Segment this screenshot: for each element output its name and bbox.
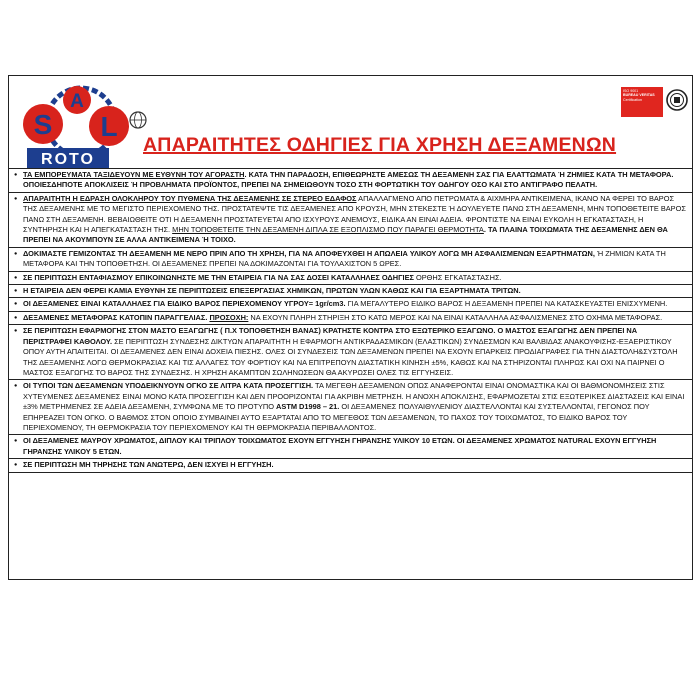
instruction-item: ● Η ΕΤΑΙΡΕΙΑ ΔΕΝ ΦΕΡΕΙ ΚΑΜΙΑ ΕΥΘΥΝΗ ΣΕ ΠΕΡΙΠΤΩΣΕΙΣ ΕΠΕΞΕΡΓΑΣΙΑΣ ΧΗΜΙΚΩΝ, ΠΡΩΤΩΝ ΥΛΩΝ ΚΑΘΩΣ ΚΑΙ ΓΙΑ ΕΞΑΡΤΗΜΑΤΑ ΤΡΙΤΩΝ. bbox=[9, 284, 692, 297]
instruction-item: ● ΣΕ ΠΕΡΙΠΤΩΣΗ ΕΝΤΑΦΙΑΣΜΟΥ ΕΠΙΚΟΙΝΩΝΗΣΤΕ ΜΕ ΤΗΝ ΕΤΑΙΡΕΙΑ ΓΙΑ ΝΑ ΣΑΣ ΔΟΣΕΙ ΚΑΤΑΛΛΗΛΕΣ ΟΔΗΓΙΕΣ ΟΡΘΗΣ ΕΓΚΑΤΑΣΤΑΣΗΣ. bbox=[9, 271, 692, 284]
logo-wordmark: ROTO bbox=[41, 151, 95, 168]
instruction-item: ● ΔΟΚΙΜΑΣΤΕ ΓΕΜΙΖΟΝΤΑΣ ΤΗ ΔΕΞΑΜΕΝΗ ΜΕ ΝΕΡΟ ΠΡΙΝ ΑΠΟ ΤΗ ΧΡΗΣΗ, ΓΙΑ ΝΑ ΑΠΟΦΕΥΧΘΕΙ Η ΑΠΩΛΕΙΑ ΥΛΙΚΟΥ ΛΟΓΩ ΜΗ ΑΣΦΑΛΙΣΜΕΝΩΝ ΕΞΑΡΤΗΜΑΤΩΝ, Ή ΖΗΜΙΩΝ ΚΑΤΑ ΤΗ ΜΕΤΑΦΟΡΑ ΚΑΙ ΤΗΝ ΤΟΠΟΘΕΤΗΣΗ. ΟΙ ΔΕΞΑΜΕΝΕΣ ΠΡΕΠΕΙ ΝΑ ΔΟΚΙΜΑΖΟΝΤΑΙ ΓΙΑ ΤΟΥΛΑΧΙΣΤΟΝ 5 ΩΡΕΣ. bbox=[9, 247, 692, 271]
certification-badges bbox=[621, 87, 691, 117]
globe-icon bbox=[130, 112, 146, 128]
page-title: ΑΠΑΡΑΙΤΗΤΕΣ ΟΔΗΓΙΕΣ ΓΙΑ ΧΡΗΣΗ ΔΕΞΑΜΕΝΩΝ bbox=[143, 134, 617, 156]
instruction-item: ● ΟΙ ΔΕΞΑΜΕΝΕΣ ΜΑΥΡΟΥ ΧΡΩΜΑΤΟΣ, ΔΙΠΛΟΥ ΚΑΙ ΤΡΙΠΛΟΥ ΤΟΙΧΩΜΑΤΟΣ ΕΧΟΥΝ ΕΓΓΥΗΣΗ ΓΗΡΑΝΣΗΣ ΥΛΙΚΟΥ 10 ΕΤΩΝ. ΟΙ ΔΕΞΑΜΕΝΕΣ ΧΡΩΜΑΤΟΣ NATURAL ΕΧΟΥΝ ΕΓΓΥΗΣΗ ΓΗΡΑΝΣΗΣ ΥΛΙΚΟΥ 5 ΕΤΩΝ. bbox=[9, 434, 692, 458]
bureau-veritas-seal-icon bbox=[666, 89, 688, 111]
logo-letter-s: S bbox=[33, 109, 53, 140]
logo-letter-a: A bbox=[70, 91, 84, 112]
logo-letter-l: L bbox=[100, 111, 118, 142]
instruction-item: ● ΣΕ ΠΕΡΙΠΤΩΣΗ ΕΦΑΡΜΟΓΗΣ ΣΤΟΝ ΜΑΣΤΟ ΕΞΑΓΩΓΗΣ ( Π.Χ ΤΟΠΟΘΕΤΗΣΗ ΒΑΝΑΣ) ΚΡΑΤΗΣΤΕ ΚΟΝΤΡΑ ΣΤΟ ΕΞΩΤΕΡΙΚΟ ΕΞΑΓΩΝΟ. Ο ΜΑΣΤΟΣ ΕΞΑΓΩΓΗΣ ΔΕΝ ΠΡΕΠΕΙ ΝΑ ΠΕΡΙΣΤΡΑΦΕΙ ΚΑΘΟΛΟΥ. ΣΕ ΠΕΡΙΠΤΩΣΗ ΣΥΝΔΕΣΗΣ ΔΙΚΤΥΩΝ ΑΠΑΡΑΙΤΗΤΗ Η ΕΦΑΡΜΟΓΗ ΑΝΤΙΚΡΑΔΑΣΜΙΚΩΝ (ΕΛΑΣΤΙΚΩΝ) ΣΥΝΔΕΣΜΩΝ ΚΑΙ ΒΑΛΒΙΔΑΣ ΑΝΑΚΟΥΦΙΣΗΣ-ΕΞΑΕΡΙΣΤΙΚΟΥ ΟΠΟΥ ΑΥΤΗ ΑΠΑΙΤΕΙΤΑΙ. ΟΙ ΔΕΞΑΜΕΝΕΣ ΔΕΝ ΕΙΝΑΙ ΔΟΧΕΙΑ ΠΙΕΣΗΣ. ΟΛΕΣ ΟΙ ΣΥΝΔΕΣΕΙΣ ΤΩΝ ΔΕΞΑΜΕΝΩΝ ΠΡΕΠΕΙ ΝΑ ΕΧΟΥΝ ΕΠΑΡΚΕΙΣ ΠΡΟΔΙΑΓΡΑΦΕΣ ΓΙΑ ΤΗΝ ΔΙΑΣΤΟΛΗ&ΣΥΣΤΟΛΗ ΤΗΣ ΔΕΞΑΜΕΝΗΣ ΛΟΓΩ ΘΕΡΜΟΚΡΑΣΙΑΣ ΚΑΙ ΤΙΣ ΑΛΛΑΓΕΣ ΤΟΥ ΦΟΡΤΙΟΥ ΚΑΙ ΝΑ ΕΠΙΤΡΕΠΟΥΝ ΔΙΑΣΤΑΤΙΚΗ ΚΙΝΗΣΗ ±5%, ΚΑΘΩΣ ΚΑΙ ΝΑ ΣΤΗΡΙΖΟΝΤΑΙ ΠΛΗΡΩΣ ΚΑΙ ΟΧΙ ΝΑ ΠΑΙΡΝΕΙ Ο ΜΑΣΤΟΣ ΕΞΑΓΩΓΗΣ ΤΟ ΒΑΡΟΣ ΤΗΣ ΣΥΝΔΕΣΗΣ. Η ΧΡΗΣΗ ΑΚΑΜΠΤΩΝ ΣΩΛΗΝΩΣΕΩΝ ΘΑ ΑΚΥΡΩΣΕΙ ΟΛΕΣ ΤΙΣ ΕΓΓΥΗΣΕΙΣ. bbox=[9, 324, 692, 379]
instruction-item: ● ΟΙ ΤΥΠΟΙ ΤΩΝ ΔΕΞΑΜΕΝΩΝ ΥΠΟΔΕΙΚΝΥΟΥΝ ΟΓΚΟ ΣΕ ΛΙΤΡΑ ΚΑΤΑ ΠΡΟΣΕΓΓΙΣΗ. ΤΑ ΜΕΓΕΘΗ ΔΕΞΑΜΕΝΩΝ ΟΠΩΣ ΑΝΑΦΕΡΟΝΤΑΙ ΕΙΝΑΙ ΟΝΟΜΑΣΤΙΚΑ ΚΑΙ ΟΙ ΒΑΘΜΟΝΟΜΗΣΕΙΣ ΣΤΙΣ ΧΥΤΕΥΜΕΝΕΣ ΔΕΞΑΜΕΝΕΣ ΕΙΝΑΙ ΜΟΝΟ ΚΑΤΑ ΠΡΟΣΕΓΓΙΣΗ ΚΑΙ ΔΕΝ ΠΡΟΟΡΙΖΟΝΤΑΙ ΓΙΑ ΑΚΡΙΒΗ ΜΕΤΡΗΣΗ. Η ΑΝΟΧΗ ΑΠΟΚΛΙΣΗΣ, ΕΦΑΡΜΟΖΕΤΑΙ ΣΤΙΣ ΕΞΩΤΕΡΙΚΕΣ ΔΙΑΣΤΑΣΕΙΣ ΚΑΙ ΕΙΝΑΙ ±3% ΜΕΤΡΗΜΕΝΕΣ ΣΕ ΑΔΕΙΑ ΔΕΞΑΜΕΝΗ, ΣΥΜΦΩΝΑ ΜΕ ΤΟ ΠΡΟΤΥΠΟ ASTM D1998 – 21. ΟΙ ΔΕΞΑΜΕΝΕΣ ΠΟΛΥΑΙΘΥΛΕΝΙΟΥ ΔΙΑΣΤΕΛΛΟΝΤΑΙ ΚΑΙ ΣΥΣΤΕΛΛΟΝΤΑΙ, ΓΕΓΟΝΟΣ ΠΟΥ ΕΠΗΡΕΑΖΕΙ ΤΟΝ ΟΓΚΟ. Ο ΒΑΘΜΟΣ ΣΤΟΝ ΟΠΟΙΟ ΣΥΜΒΑΙΝΕΙ ΑΥΤΟ ΕΞΑΡΤΑΤΑΙ ΑΠΟ ΤΟ ΜΕΓΕΘΟΣ ΤΩΝ ΔΕΞΑΜΕΝΩΝ, ΤΟ ΠΑΧΟΣ ΤΟΥ ΤΟΙΧΩΜΑΤΟΣ, ΤΟ ΕΙΔΙΚΟ ΒΑΡΟΣ ΤΟΥ ΠΕΡΙΕΧΟΜΕΝΟΥ, ΤΗ ΘΕΡΜΟΚΡΑΣΙΑ ΤΟΥ ΠΕΡΙΕΧΟΜΕΝΟΥ ΚΑΙ ΤΗ ΘΕΡΜΟΚΡΑΣΙΑ ΠΕΡΙΒΑΛΛΟΝΤΟΣ. bbox=[9, 379, 692, 434]
instruction-item: ● ΤΑ ΕΜΠΟΡΕΥΜΑΤΑ ΤΑΞΙΔΕΥΟΥΝ ΜΕ ΕΥΘΥΝΗ ΤΟΥ ΑΓΟΡΑΣΤΗ. ΚΑΤΑ ΤΗΝ ΠΑΡΑΔΟΣΗ, ΕΠΙΘΕΩΡΗΣΤΕ ΑΜΕΣΩΣ ΤΗ ΔΕΞΑΜΕΝΗ ΣΑΣ ΓΙΑ ΕΛΑΤΤΩΜΑΤΑ Ή ΖΗΜΙΕΣ ΚΑΤΑ ΤΗ ΜΕΤΑΦΟΡΑ. ΟΠΟΙΕΣΔΗΠΟΤΕ ΑΠΟΚΛΙΣΕΙΣ Ή ΠΡΟΒΛΗΜΑΤΑ ΠΡΟΪΟΝΤΟΣ, ΠΡΕΠΕΙ ΝΑ ΣΗΜΕΙΩΘΟΥΝ ΤΟΣΟ ΣΤΗ ΦΟΡΤΩΤΙΚΗ ΤΟΥ ΟΔΗΓΟΥ ΟΣΟ ΚΑΙ ΣΤΟ ΑΝΤΙΓΡΑΦΟ ΠΕΛΑΤΗ. bbox=[9, 168, 692, 192]
instruction-sheet bbox=[8, 75, 693, 580]
instruction-item: ● ΑΠΑΡΑΙΤΗΤΗ Η ΕΔΡΑΣΗ ΟΛΟΚΛΗΡΟΥ ΤΟΥ ΠΥΘΜΕΝΑ ΤΗΣ ΔΕΞΑΜΕΝΗΣ ΣΕ ΣΤΕΡΕΟ ΕΔΑΦΟΣ ΑΠΑΛΛΑΓΜΕΝΟ ΑΠΟ ΠΕΤΡΩΜΑΤΑ & ΑΙΧΜΗΡΑ ΑΝΤΙΚΕΙΜΕΝΑ, ΙΚΑΝΟ ΝΑ ΦΕΡΕΙ ΤΟ ΒΑΡΟΣ ΤΗΣ ΔΕΞΑΜΕΝΗΣ ΜΕ ΤΟ ΜΕΓΙΣΤΟ ΠΕΡΙΕΧΟΜΕΝΟ ΤΗΣ. ΠΡΟΣΤΑΤΕΨΤΕ ΤΙΣ ΔΕΞΑΜΕΝΕΣ ΑΠΟ ΚΡΟΥΣΗ, ΜΗΝ ΣΤΕΚΕΣΤΕ Ή ΔΟΥΛΕΥΕΤΕ ΠΑΝΩ ΣΤΗ ΔΕΞΑΜΕΝΗ, ΜΗΝ ΤΟΠΟΘΕΤΕΙΤΕ ΒΑΡΟΣ ΠΑΝΩ ΣΤΗ ΔΕΞΑΜΕΝΗ. ΒΕΒΑΙΩΘΕΙΤΕ ΟΤΙ Η ΔΕΞΑΜΕΝΗ ΠΡΟΣΤΑΤΕΥΕΤΑΙ ΑΠΟ ΙΣΧΥΡΟΥΣ ΑΝΕΜΟΥΣ, ΕΙΔΙΚΑ ΑΝ ΕΙΝΑΙ ΑΔΕΙΑ. ΦΡΟΝΤΙΣΤΕ ΝΑ ΕΙΝΑΙ ΕΥΚΟΛΗ Η ΕΓΚΑΤΑΣΤΑΣΗ, Η ΣΥΝΤΗΡΗΣΗ ΚΑΙ Η ΑΠΕΓΚΑΤΑΣΤΑΣΗ ΤΗΣ. ΜΗΝ ΤΟΠΟΘΕΤΕΙΤΕ ΤΗΝ ΔΕΞΑΜΕΝΗ ΔΙΠΛΑ ΣΕ ΕΞΟΠΛΙΣΜΟ ΠΟΥ ΠΑΡΑΓΕΙ ΘΕΡΜΟΤΗΤΑ. ΤΑ ΠΛΑΙΝΑ ΤΟΙΧΩΜΑΤΑ ΤΗΣ ΔΕΞΑΜΕΝΗΣ ΔΕΝ ΘΑ ΠΡΕΠΕΙ ΝΑ ΑΚΟΥΜΠΟΥΝ ΣΕ ΑΛΛΑ ΑΝΤΙΚΕΙΜΕΝΑ Ή ΤΟΙΧΟ. bbox=[9, 192, 692, 247]
instruction-item: ● ΟΙ ΔΕΞΑΜΕΝΕΣ ΕΙΝΑΙ ΚΑΤΑΛΛΗΛΕΣ ΓΙΑ ΕΙΔΙΚΟ ΒΑΡΟΣ ΠΕΡΙΕΧΟΜΕΝΟΥ ΥΓΡΟΥ= 1gr/cm3. ΓΙΑ ΜΕΓΑΛΥΤΕΡΟ ΕΙΔΙΚΟ ΒΑΡΟΣ Η ΔΕΞΑΜΕΝΗ ΠΡΕΠΕΙ ΝΑ ΚΑΤΑΣΚΕΥΑΣΤΕΙ ΕΝΙΣΧΥΜΕΝΗ. bbox=[9, 297, 692, 310]
instruction-list bbox=[9, 168, 692, 473]
iso-certificate-badge: ISO 9001 BUREAU VERITAS Certification bbox=[621, 87, 663, 117]
sal-roto-logo bbox=[11, 82, 151, 174]
instruction-item: ● ΔΕΞΑΜΕΝΕΣ ΜΕΤΑΦΟΡΑΣ ΚΑΤΟΠΙΝ ΠΑΡΑΓΓΕΛΙΑΣ. ΠΡΟΣΟΧΗ: ΝΑ ΕΧΟΥΝ ΠΛΗΡΗ ΣΤΗΡΙΞΗ ΣΤΟ ΚΑΤΩ ΜΕΡΟΣ ΚΑΙ ΝΑ ΕΙΝΑΙ ΚΑΤΑΛΛΗΛΑ ΑΣΦΑΛΙΣΜΕΝΕΣ ΣΤΟ ΟΧΗΜΑ ΜΕΤΑΦΟΡΑΣ. bbox=[9, 311, 692, 324]
instruction-item: ● ΣΕ ΠΕΡΙΠΤΩΣΗ ΜΗ ΤΗΡΗΣΗΣ ΤΩΝ ΑΝΩΤΕΡΩ, ΔΕΝ ΙΣΧΥΕΙ Η ΕΓΓΥΗΣΗ. bbox=[9, 458, 692, 472]
